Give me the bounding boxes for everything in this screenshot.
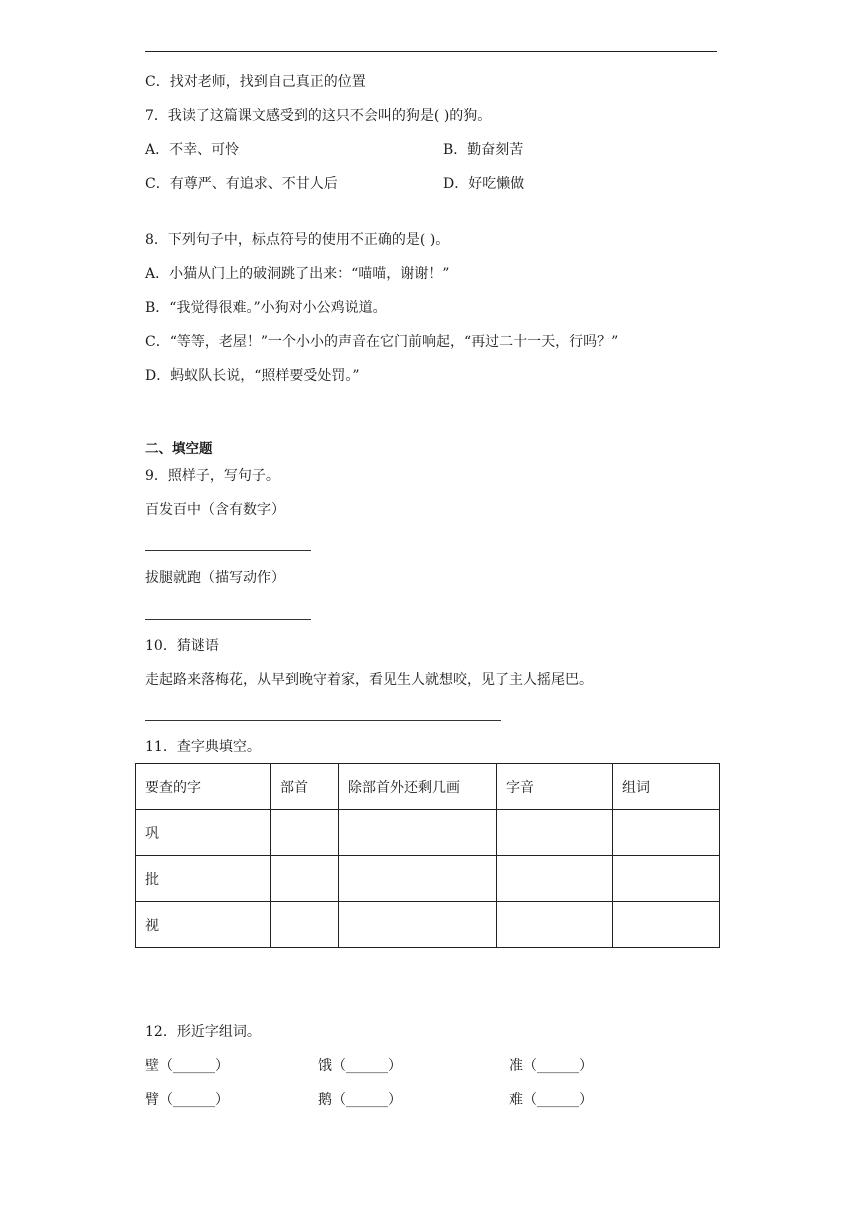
table-cell-blank[interactable]: [339, 902, 497, 948]
table-cell-blank[interactable]: [613, 856, 720, 902]
q8-stem: 8．下列句子中，标点符号的使用不正确的是( )。: [145, 232, 450, 248]
q12-stem: 12．形近字组词。: [145, 1024, 261, 1040]
table-cell-blank[interactable]: [613, 902, 720, 948]
table-cell-char: 巩: [136, 810, 271, 856]
table-cell-blank[interactable]: [497, 902, 613, 948]
q12-item[interactable]: 臂（______）: [145, 1092, 229, 1108]
table-cell-char: 批: [136, 856, 271, 902]
table-header-cell: 组词: [613, 764, 720, 810]
q10-stem: 10．猜谜语: [145, 638, 219, 654]
q9-stem: 9．照样子，写句子。: [145, 468, 280, 484]
q7-option-a: A．不幸、可怜: [145, 142, 240, 158]
table-cell-blank[interactable]: [497, 810, 613, 856]
table-cell-blank[interactable]: [339, 856, 497, 902]
q10-answer-line[interactable]: [145, 720, 501, 721]
q9-example-2: 拔腿就跑（描写动作）: [145, 570, 285, 586]
header-rule: [145, 51, 717, 52]
table-row: [136, 810, 720, 856]
table-cell-char: 视: [136, 902, 271, 948]
table-header-cell: 字音: [497, 764, 613, 810]
q7-stem: 7．我读了这篇课文感受到的这只不会叫的狗是( )的狗。: [145, 108, 492, 124]
q8-option-b: B．“我觉得很难。”小狗对小公鸡说道。: [145, 300, 387, 316]
table-cell-blank[interactable]: [339, 810, 497, 856]
q11-stem: 11．查字典填空。: [145, 739, 261, 755]
table-cell-blank[interactable]: [497, 856, 613, 902]
q6-option-c: C．找对老师，找到自己真正的位置: [145, 74, 366, 90]
q8-option-c: C．“等等，老屋！”一个小小的声音在它门前响起，“再过二十一天，行吗？”: [145, 334, 619, 350]
table-cell-blank[interactable]: [271, 902, 339, 948]
table-cell-blank[interactable]: [613, 810, 720, 856]
table-row: [136, 902, 720, 948]
table-row: [136, 856, 720, 902]
table-header-cell: 要查的字: [136, 764, 271, 810]
q12-item[interactable]: 壁（______）: [145, 1058, 229, 1074]
q9-answer-line-2[interactable]: [145, 619, 311, 620]
q8-option-d: D．蚂蚁队长说，“照样要受处罚。”: [145, 368, 360, 384]
q7-option-b: B．勤奋刻苦: [443, 142, 524, 158]
table-cell-blank[interactable]: [271, 810, 339, 856]
q9-answer-line-1[interactable]: [145, 550, 311, 551]
q12-item[interactable]: 饿（______）: [318, 1058, 402, 1074]
q7-option-d: D．好吃懒做: [443, 176, 525, 192]
dictionary-table: [135, 763, 720, 948]
q9-example-1: 百发百中（含有数字）: [145, 502, 285, 518]
table-cell-blank[interactable]: [271, 856, 339, 902]
section-title-fill-blank: 二、填空题: [145, 441, 213, 457]
q12-item[interactable]: 鹅（______）: [318, 1092, 402, 1108]
table-header-cell: 除部首外还剩几画: [339, 764, 497, 810]
q8-option-a: A．小猫从门上的破洞跳了出来：“喵喵，谢谢！”: [145, 266, 450, 282]
table-header-cell: 部首: [271, 764, 339, 810]
q12-item[interactable]: 难（______）: [509, 1092, 593, 1108]
q12-item[interactable]: 准（______）: [509, 1058, 593, 1074]
q10-riddle: 走起路来落梅花，从早到晚守着家，看见生人就想咬，见了主人摇尾巴。: [145, 672, 593, 688]
table-header-row: [136, 764, 720, 810]
q7-option-c: C．有尊严、有追求、不甘人后: [145, 176, 338, 192]
